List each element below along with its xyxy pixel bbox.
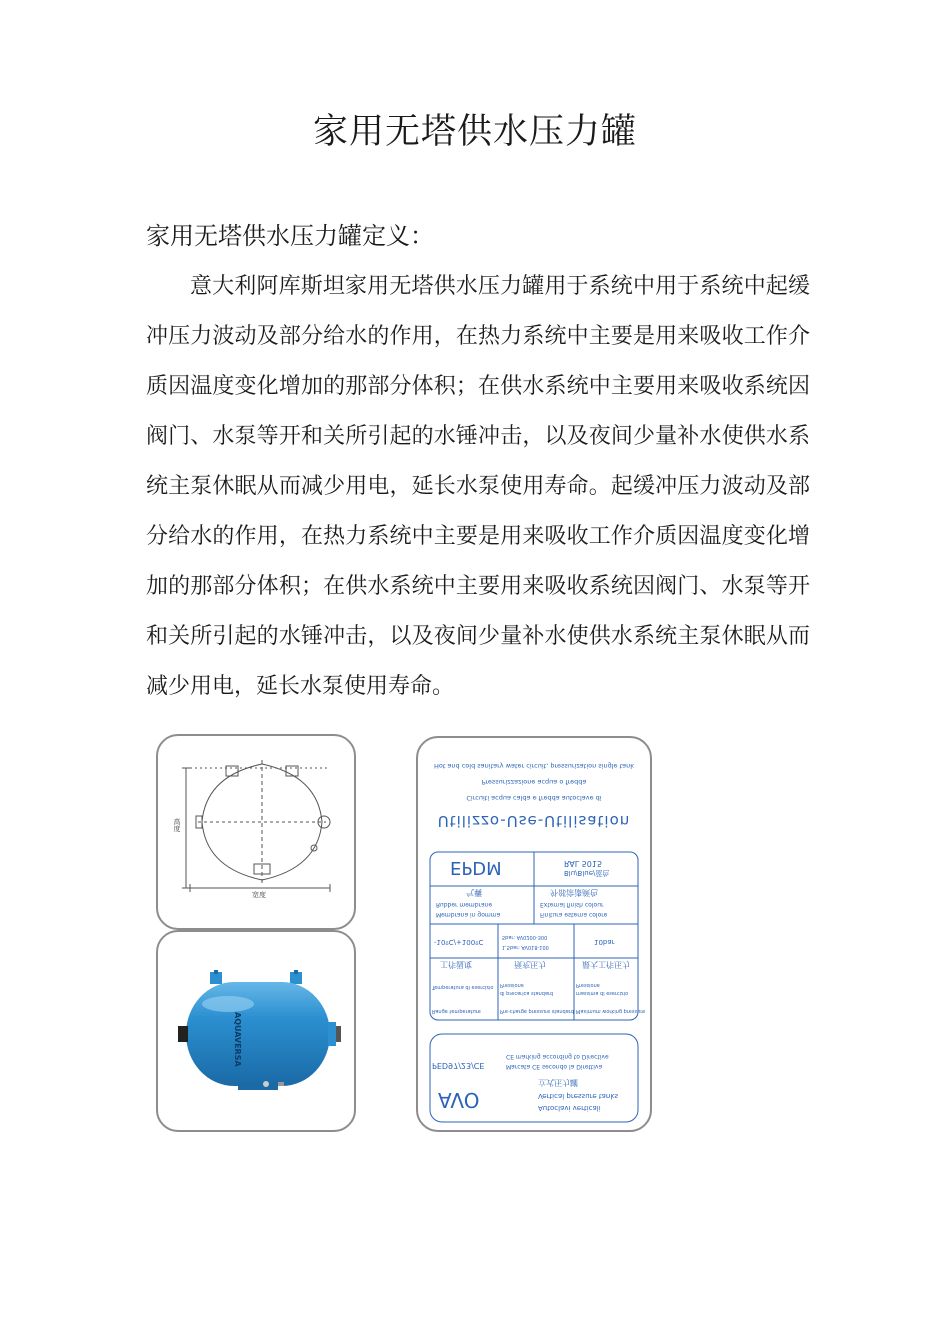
label-mirrored-content — [418, 738, 650, 1130]
blue-pressure-tank-illustration — [158, 932, 354, 1130]
label-r3a: 10bar — [594, 938, 615, 946]
label-cn-vertical: 立式压力罐 — [538, 1078, 578, 1087]
label-r2r-it: Membrana in gomma — [436, 911, 501, 918]
label-r4c-cn: 工作温度 — [440, 960, 472, 969]
dim-height-label: 高度 — [173, 818, 181, 832]
definition-paragraph: 意大利阿库斯坦家用无塔供水压力罐用于系统中用于系统中起缓冲压力波动及部分给水的作用，在热力系统中主要是用来吸收工作介质因温度变化增加的那部分体积；在供水系统中主要用来吸收系统因阀门、水泵等开和关所引起的水锤冲击，以及夜间少量补水使供水系统主泵休眠从而减少用电，延长水泵使用寿命。起缓冲压力波动及部分给水的作用，在热力系统中主要是用来吸收工作介质因温度变化增加的那部分体积；在供水系统中主要用来吸收系统因阀门、水泵等开和关所引起的水锤冲击，以及夜间少量补水使供水系统主泵休眠从而减少用电，延长水泵使用寿命。 — [146, 274, 810, 699]
label-r4c-en: Range temperature — [432, 1008, 481, 1014]
label-ce-en: CE marking according to Directive — [506, 1053, 609, 1060]
label-r2l-cn: 外部涂漆颜色 — [550, 888, 598, 897]
label-ce-it: Marcata CE secondo la Direttiva — [506, 1063, 603, 1070]
label-autoclavi: Autoclavi verticali — [538, 1104, 601, 1112]
label-r3c: -10ºC/+100ºC — [434, 938, 484, 946]
label-line-1: Hot and cold sanitary water circuit, pressurization single tank — [433, 762, 635, 770]
product-label-card — [416, 736, 652, 1132]
label-r3b2: 1,5bar: AV018-100 — [502, 944, 549, 950]
dim-width-label: 宽度 — [252, 891, 266, 899]
label-ped: PED97/23/CE — [432, 1061, 485, 1070]
label-r3b1: 5bar: AV0200-300 — [502, 934, 548, 940]
label-r4c-it: Temperatura di esercizio — [432, 984, 494, 990]
label-r4a-it2: massima di esercizio — [576, 990, 629, 996]
label-ral: RAL 5015 — [564, 859, 603, 868]
label-r4a-en: Maximum working pressure — [576, 1008, 646, 1014]
label-r4a-cn: 最大工作压力 — [582, 960, 630, 969]
label-r4b-en: Pre-charge pressure standard — [500, 1008, 574, 1014]
label-r2r-cn: 气囊 — [466, 888, 482, 897]
label-line-2: Pressurizzazione acqua o fredda — [481, 778, 587, 786]
label-r2l-en: External finish colour — [540, 901, 604, 908]
label-r4b-cn: 预充压力 — [514, 960, 546, 969]
label-r2r-en: Rubber membrane — [436, 901, 493, 908]
product-photo-panel — [156, 930, 356, 1132]
label-line-3: Circuiti acqua calda e fredda autoclave di — [466, 794, 602, 802]
label-epdm: EPDM — [450, 857, 502, 878]
tank-brand-text: AQUAVERSA — [233, 1012, 242, 1067]
label-r2l-it: Finitura esterna colore — [540, 911, 608, 918]
label-r4a-it1: Pressione — [576, 982, 600, 988]
label-use-heading: Utilizzo-Use-Utilisation — [437, 812, 631, 830]
page-title: 家用无塔供水压力罐 — [312, 112, 637, 152]
label-r4b-it2: di precarica standard — [500, 990, 554, 996]
label-model: AVO — [438, 1088, 480, 1112]
technical-drawing-panel — [156, 734, 356, 930]
label-r4b-it1: Pressione — [500, 982, 524, 988]
label-color-name: Blu/Blue/蓝色 — [564, 869, 610, 877]
section-heading: 家用无塔供水压力罐定义： — [146, 222, 434, 250]
label-vertical-tanks: Vertical pressure tanks — [538, 1092, 619, 1100]
